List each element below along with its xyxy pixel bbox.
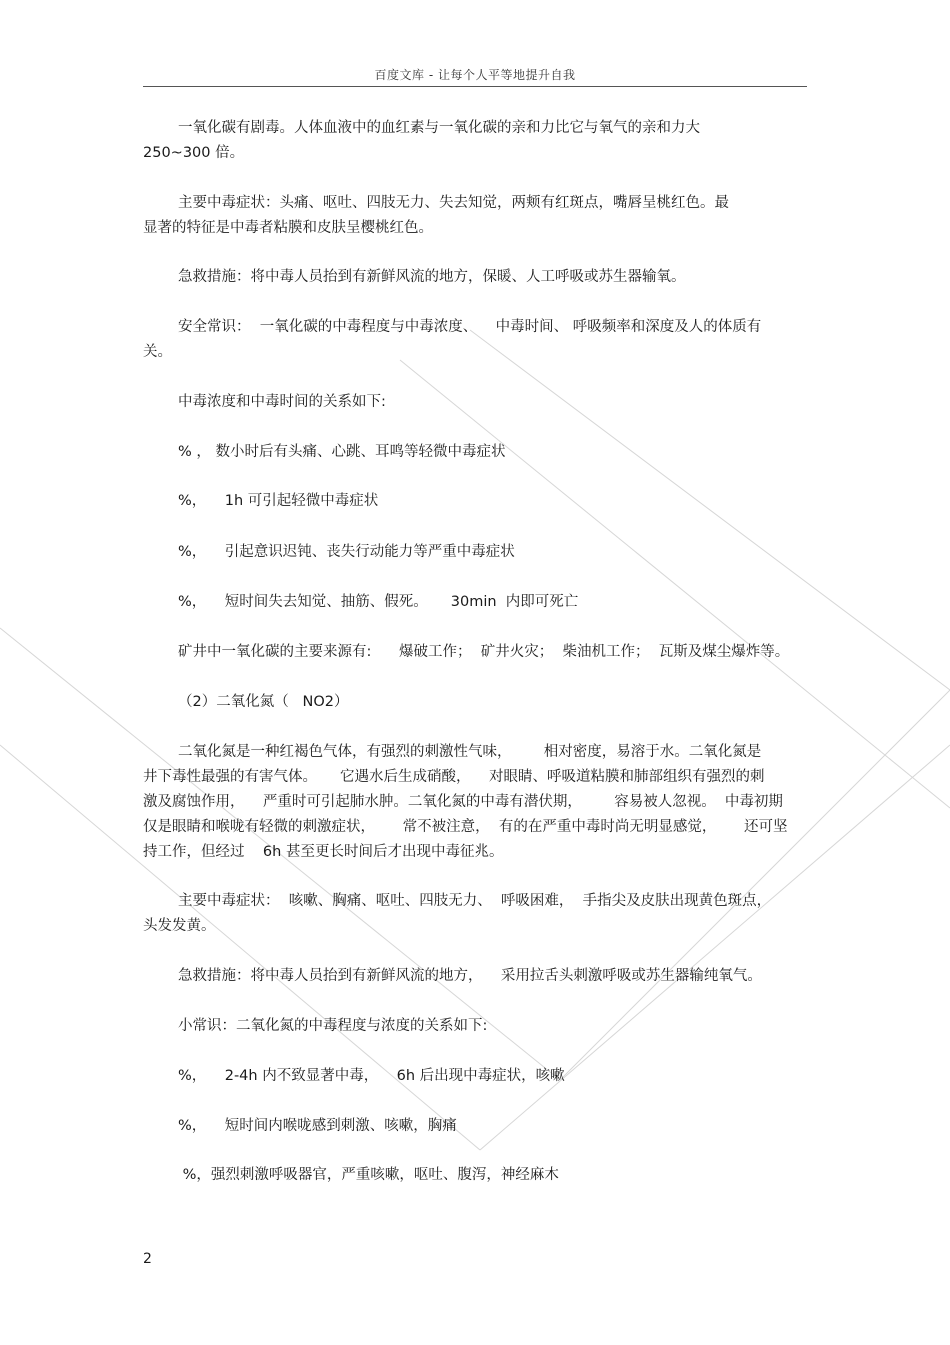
co-safety-paragraph xyxy=(143,315,807,365)
text-line: 井下毒性最强的有害气体。 它遇水后生成硝酸， 对眼睛、呼吸道粘膜和肺部组织有强烈的刺 xyxy=(143,769,765,785)
text-line: 250~300 倍。 xyxy=(143,145,245,161)
co-level-item xyxy=(143,540,807,565)
text-line: 激及腐蚀作用， 严重时可引起肺水肿。二氧化氮的中毒有潜伏期， 容易被人忽视。 中毒初期 xyxy=(143,794,783,810)
text-line: %， 短时间失去知觉、抽筋、假死。 30min 内即可死亡 xyxy=(178,594,579,610)
co-first-aid-paragraph xyxy=(143,265,807,290)
header-rule xyxy=(143,86,807,87)
text-line: 急救措施：将中毒人员抬到有新鲜风流的地方， 采用拉舌头刺激呼吸或苏生器输纯氧气。 xyxy=(178,968,762,984)
no2-level-item xyxy=(143,1064,807,1089)
co-level-item xyxy=(143,590,807,615)
co-symptoms-paragraph xyxy=(143,191,807,241)
text-line: 关。 xyxy=(143,344,172,360)
no2-first-aid-paragraph xyxy=(143,964,807,989)
no2-level-item xyxy=(143,1163,807,1188)
running-header: 百度文库 - 让每个人平等地提升自我 xyxy=(374,68,576,82)
text-line: 二氧化氮是一种红褐色气体，有强烈的刺激性气味， 相对密度，易溶于水。二氧化氮是 xyxy=(178,744,762,760)
text-line: 一氧化碳有剧毒。人体血液中的血红素与一氧化碳的亲和力比它与氧气的亲和力大 xyxy=(178,120,700,136)
co-sources-paragraph xyxy=(143,640,807,665)
text-line: 仅是眼睛和喉咙有轻微的刺激症状， 常不被注意， 有的在严重中毒时尚无明显感觉， 还可坚 xyxy=(143,819,788,835)
text-line: 显著的特征是中毒者粘膜和皮肤呈樱桃红色。 xyxy=(143,220,433,236)
text-line: %， 2-4h 内不致显著中毒， 6h 后出现中毒症状，咳嗽 xyxy=(178,1068,565,1084)
text-line: 安全常识： 一氧化碳的中毒程度与中毒浓度、 中毒时间、 呼吸频率和深度及人的体质有 xyxy=(178,319,762,335)
co-relation-title xyxy=(143,390,807,415)
no2-intro-paragraph xyxy=(143,740,807,865)
no2-section-heading xyxy=(143,690,807,715)
text-line: 矿井中一氧化碳的主要来源有: 爆破工作； 矿井火灾； 柴油机工作； 瓦斯及煤尘爆炸等。 xyxy=(178,644,790,660)
text-line: % ， 数小时后有头痛、心跳、耳鸣等轻微中毒症状 xyxy=(178,444,506,460)
co-intro-paragraph xyxy=(143,116,807,166)
text-line: %，强烈刺激呼吸器官，严重咳嗽，呕吐、腹泻，神经麻木 xyxy=(178,1167,559,1183)
text-line: %， 短时间内喉咙感到刺激、咳嗽，胸痛 xyxy=(178,1118,457,1134)
text-line: %， 引起意识迟钝、丧失行动能力等严重中毒症状 xyxy=(178,544,515,560)
no2-symptoms-paragraph xyxy=(143,889,807,939)
no2-relation-title xyxy=(143,1014,807,1039)
co-level-item xyxy=(143,440,807,465)
text-line: 持工作，但经过 6h 甚至更长时间后才出现中毒征兆。 xyxy=(143,844,504,860)
no2-level-item xyxy=(143,1114,807,1139)
text-line: 小常识：二氧化氮的中毒程度与浓度的关系如下: xyxy=(178,1018,488,1034)
co-level-item xyxy=(143,489,807,514)
text-line: 急救措施：将中毒人员抬到有新鲜风流的地方，保暖、人工呼吸或苏生器输氧。 xyxy=(178,269,686,285)
text-line: %， 1h 可引起轻微中毒症状 xyxy=(178,493,379,509)
text-line: （2）二氧化氮（ NO2） xyxy=(178,694,349,710)
text-line: 头发发黄。 xyxy=(143,918,216,934)
text-line: 主要中毒症状：头痛、呕吐、四肢无力、失去知觉，两颊有红斑点，嘴唇呈桃红色。最 xyxy=(178,195,729,211)
text-line: 主要中毒症状： 咳嗽、胸痛、呕吐、四肢无力、 呼吸困难， 手指尖及皮肤出现黄色斑点， xyxy=(178,893,772,909)
text-line: 中毒浓度和中毒时间的关系如下: xyxy=(178,394,386,410)
page-number: 2 xyxy=(143,1251,152,1267)
